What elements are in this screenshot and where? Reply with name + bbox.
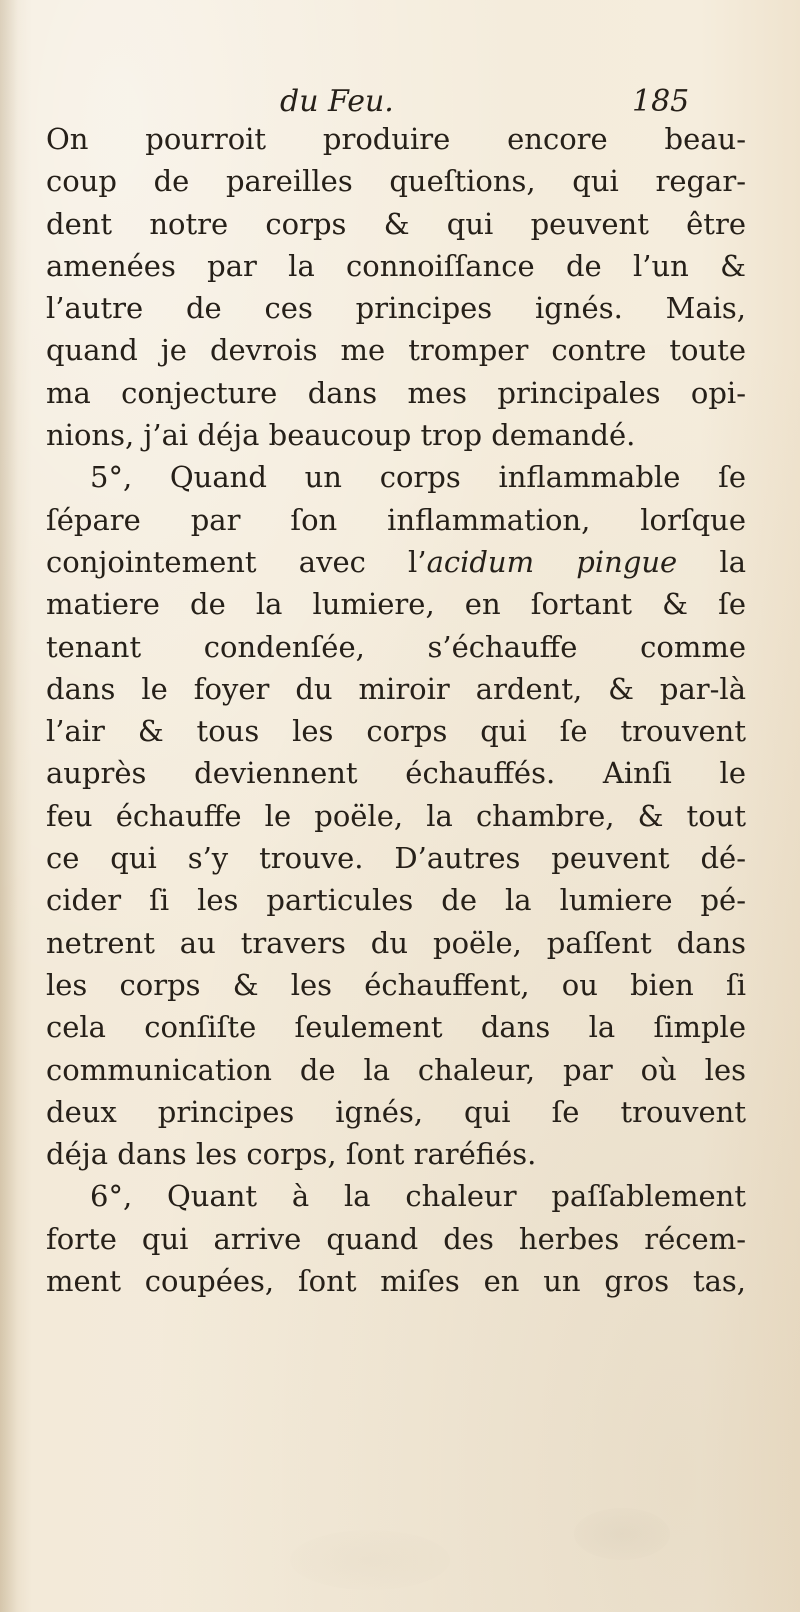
- text-line: dans le foyer du miroir ardent, & par-là: [46, 671, 746, 706]
- text-line: 6°, Quant à la chaleur paſſablement: [90, 1179, 746, 1214]
- text-line: matiere de la lumiere, en ſortant & ſe: [46, 587, 746, 622]
- text-line: [46, 541, 746, 583]
- paper-stain: [574, 1508, 670, 1560]
- body-text: [46, 118, 746, 1302]
- text-line: feu échauffe le poële, la chambre, & tout: [46, 798, 746, 833]
- text-segment: la: [677, 544, 746, 579]
- text-line: deux principes ignés, qui ſe trouvent: [46, 1094, 746, 1129]
- text-line: auprès deviennent échauffés. Ainſi le: [46, 756, 746, 791]
- text-line: l’air & tous les corps qui ſe trouvent: [46, 714, 746, 749]
- text-line: forte qui arrive quand des herbes récem-: [46, 1221, 746, 1256]
- text-line: déja dans les corps, ſont raréfiés.: [46, 1137, 537, 1172]
- text-line: ce qui s’y trouve. D’autres peuvent dé-: [46, 841, 746, 876]
- running-head: du Feu.: [280, 84, 394, 119]
- text-line: communication de la chaleur, par où les: [46, 1052, 746, 1087]
- page-header: [0, 82, 800, 122]
- text-line: netrent au travers du poële, paſſent dans: [46, 925, 746, 960]
- text-line: nions, j’ai déja beaucoup trop demandé.: [46, 418, 636, 453]
- text-line: tenant condenſée, s’échauffe comme: [46, 629, 746, 664]
- text-line: les corps & les échauffent, ou bien ſi: [46, 967, 746, 1002]
- text-line: ſépare par ſon inflammation, lorſque: [46, 502, 746, 537]
- text-line: cider ſi les particules de la lumiere pé-: [46, 883, 746, 918]
- text-line: ment coupées, ſont miſes en un gros tas,: [46, 1264, 746, 1299]
- page-number: 185: [632, 84, 690, 119]
- text-line: ma conjecture dans mes principales opi-: [46, 375, 746, 410]
- text-line: amenées par la connoiſſance de l’un &: [46, 248, 746, 283]
- text-line: quand je devrois me tromper contre toute: [46, 333, 746, 368]
- text-line: coup de pareilles queſtions, qui regar-: [46, 164, 746, 199]
- text-line: l’autre de ces principes ignés. Mais,: [46, 291, 746, 326]
- paper-stain: [290, 1530, 450, 1590]
- text-line: 5°, Quand un corps inflammable ſe: [90, 460, 746, 495]
- text-line: On pourroit produire encore beau-: [46, 122, 746, 156]
- text-segment: conjointement avec l’: [46, 544, 427, 579]
- text-line: dent notre corps & qui peuvent être: [46, 206, 746, 241]
- italic-term: acidum pingue: [426, 544, 678, 579]
- text-line: cela conſiſte ſeulement dans la ſimple: [46, 1010, 746, 1045]
